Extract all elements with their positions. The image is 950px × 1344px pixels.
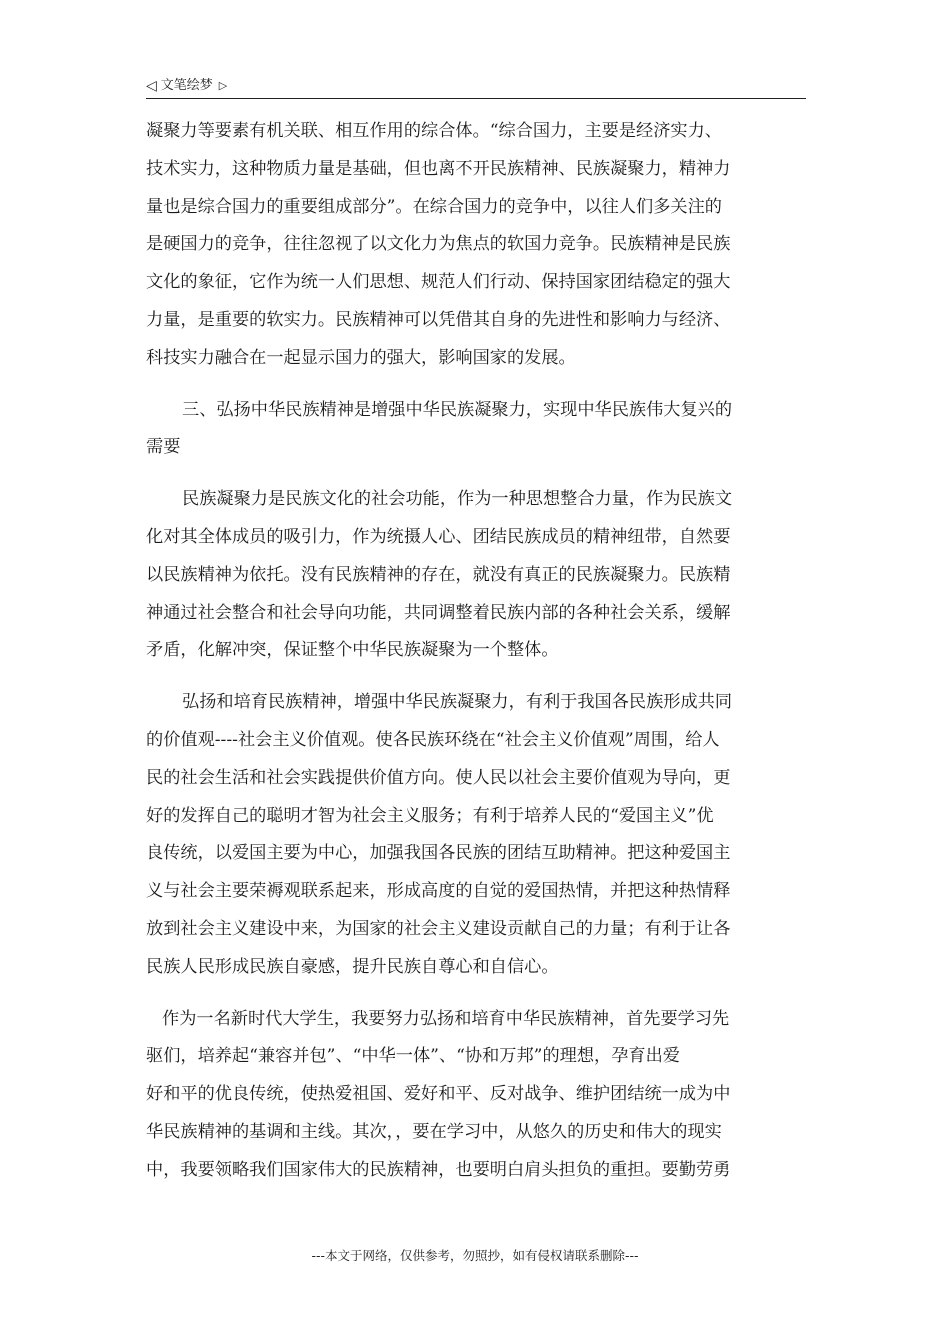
text-line: 量也是综合国力的重要组成部分”。在综合国力的竞争中，以往人们多关注的 [146,196,722,217]
text-line: 化对其全体成员的吸引力，作为统摄人心、团结民族成员的精神纽带，自然要 [146,526,731,547]
section-heading [146,392,806,468]
text-line: 科技实力融合在一起显示国力的强大，影响国家的发展。 [146,347,576,368]
text-line: 弘扬和培育民族精神，增强中华民族凝聚力，有利于我国各民族形成共同 [182,692,733,713]
text-line: 放到社会主义建设中来，为国家的社会主义建设贡献自己的力量；有利于让各 [146,918,731,939]
triangle-left-icon: ◁ [146,78,157,94]
text-line: 文化的象征，它作为统一人们思想、规范人们行动、保持国家团结稳定的强大 [146,272,731,293]
text-line: 驱们，培养起“兼容并包”、“中华一体”、“协和万邦”的理想，孕育出爱 [146,1046,680,1067]
page-header [146,74,806,99]
text-line: 需要 [146,437,181,458]
text-line: 中，我要领略我们国家伟大的民族精神，也要明白肩头担负的重担。要勤劳勇 [146,1159,731,1180]
text-line: 民族人民形成民族自豪感，提升民族自尊心和自信心。 [146,956,559,977]
paragraph-2 [146,481,806,670]
text-line: 三、弘扬中华民族精神是增强中华民族凝聚力，实现中华民族伟大复兴的 [182,399,733,420]
text-line: 华民族精神的基调和主线。其次，，要在学习中，从悠久的历史和伟大的现实 [146,1121,722,1142]
paragraph-1 [146,113,806,378]
text-line: 良传统，以爱国主要为中心，加强我国各民族的团结互助精神。把这种爱国主 [146,843,731,864]
brand-name: 文笔绘梦 [160,78,213,93]
text-line: 好和平的优良传统，使热爱祖国、爱好和平、反对战争、维护团结统一成为中 [146,1084,731,1105]
text-line: 是硬国力的竞争，往往忽视了以文化力为焦点的软国力竞争。民族精神是民族 [146,234,731,255]
text-line: 作为一名新时代大学生，我要努力弘扬和培育中华民族精神，首先要学习先 [162,1008,730,1029]
text-line: 力量，是重要的软实力。民族精神可以凭借其自身的先进性和影响力与经济、 [146,309,731,330]
page-footer: ---本文于网络，仅供参考，勿照抄，如有侵权请联系删除--- [311,1248,639,1263]
text-line: 义与社会主要荣褥观联系起来，形成高度的自觉的爱国热情，并把这种热情释 [146,881,731,902]
document-body [146,113,806,1190]
text-line: 矛盾，化解冲突，保证整个中华民族凝聚为一个整体。 [146,640,559,661]
text-line: 的价值观----社会主义价值观。使各民族环绕在“社会主义价值观”周围，给人 [146,729,720,750]
text-line: 凝聚力等要素有机关联、相互作用的综合体。“综合国力，主要是经济实力、 [146,121,722,141]
paragraph-3 [146,684,806,986]
text-line: 神通过社会整合和社会导向功能，共同调整着民族内部的各种社会关系，缓解 [146,602,731,623]
text-line: 民族凝聚力是民族文化的社会功能，作为一种思想整合力量，作为民族文 [182,489,733,510]
text-line: 以民族精神为依托。没有民族精神的存在，就没有真正的民族凝聚力。民族精 [146,564,731,585]
paragraph-4 [146,1001,806,1190]
triangle-right-icon: ▷ [218,79,228,92]
text-line: 技术实力，这种物质力量是基础，但也离不开民族精神、民族凝聚力，精神力 [146,158,731,179]
text-line: 好的发挥自己的聪明才智为社会主义服务；有利于培养人民的“爱国主义”优 [146,805,714,826]
text-line: 民的社会生活和社会实践提供价值方向。使人民以社会主要价值观为导向，更 [146,767,731,788]
